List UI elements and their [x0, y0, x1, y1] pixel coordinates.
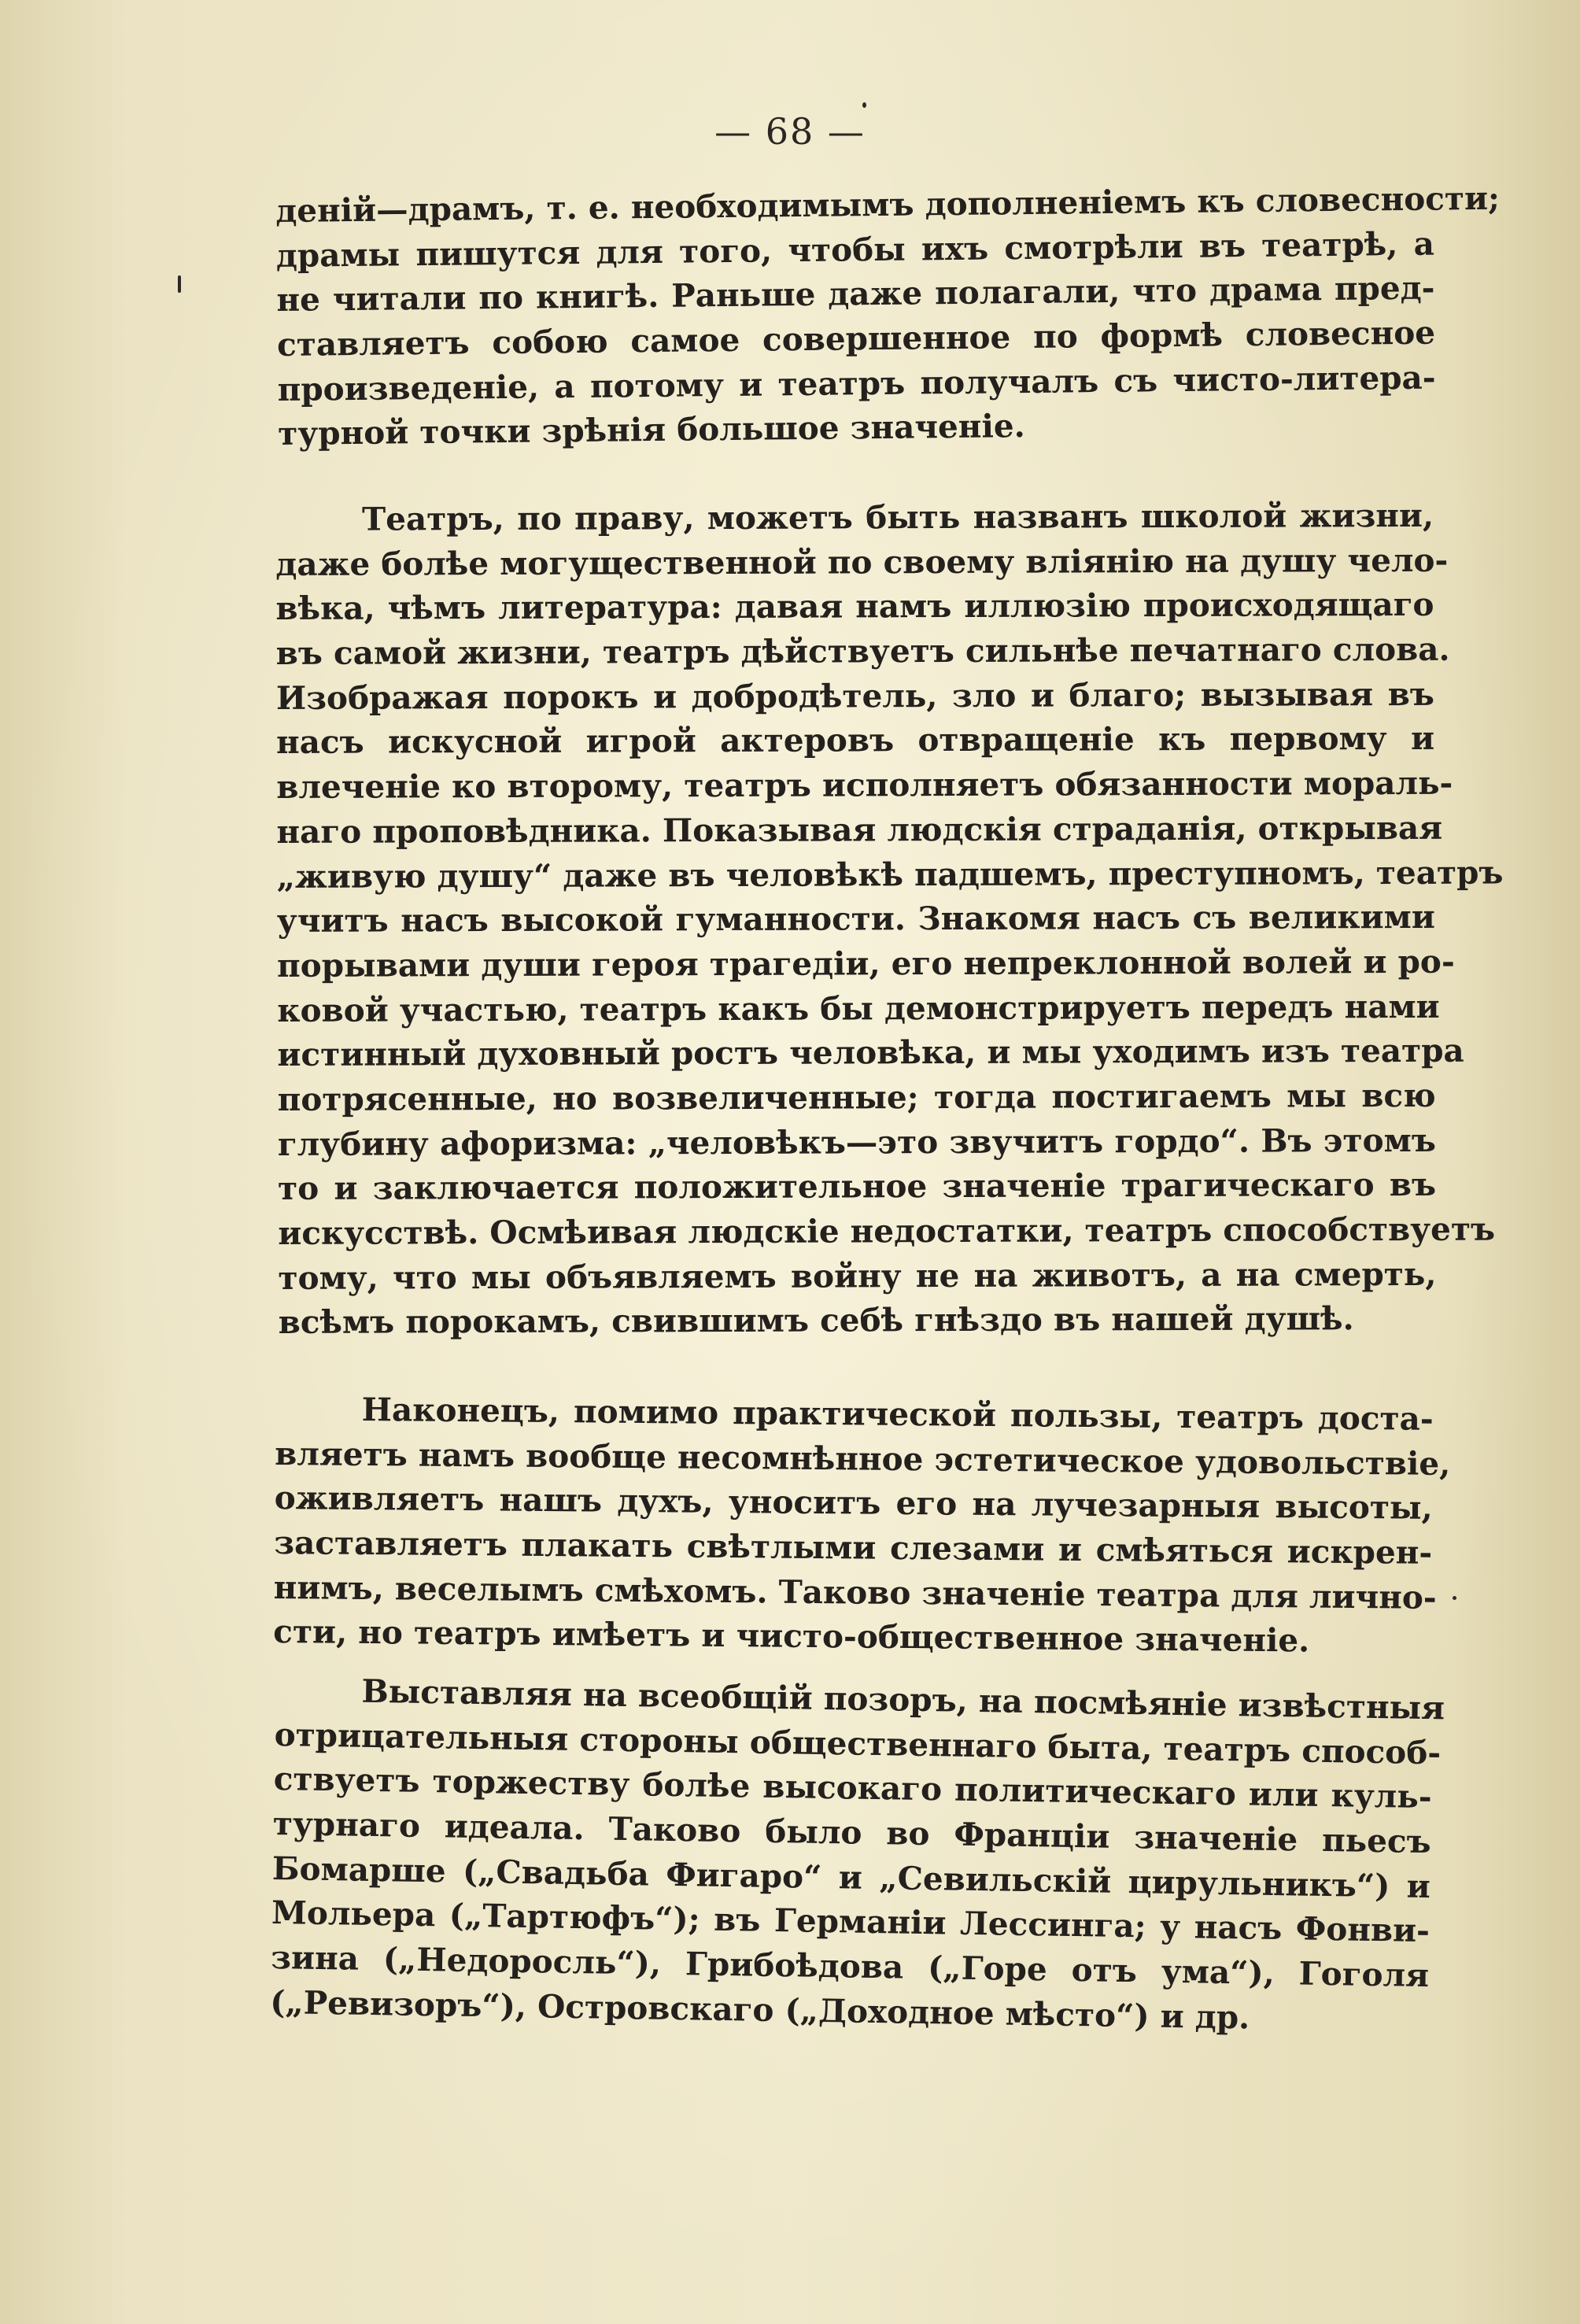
text-line: произведеніе, а потому и театръ получалъ съ чисто-литера-: [277, 358, 1436, 408]
paper-speck: [178, 275, 181, 293]
text-line: нимъ, веселымъ смѣхомъ. Таково значеніе театра для лично-: [273, 1568, 1437, 1616]
text-line: Выставляя на всеобщій позоръ, на посмѣяніе извѣстныя: [361, 1672, 1445, 1727]
text-line: не читали по книгѣ. Раньше даже полагали, что драма пред-: [276, 268, 1435, 320]
text-line: Мольера („Тартюфъ“); въ Германіи Лессинга; у насъ Фонви-: [271, 1894, 1430, 1950]
text-line: турнаго идеала. Таково было во Франціи значеніе пьесъ: [272, 1805, 1432, 1861]
text-line: Бомарше („Свадьба Фигаро“ и „Севильскій цирульникъ“) и: [271, 1849, 1431, 1905]
text-line: влеченіе ко второму, театръ исполняетъ обязанности мораль-: [276, 763, 1453, 807]
text-line: порывами души героя трагедіи, его непреклонной волей и ро-: [276, 942, 1455, 985]
text-line: заставляетъ плакать свѣтлыми слезами и смѣяться искрен-: [274, 1524, 1433, 1572]
text-line: вѣка, чѣмъ литература: давая намъ иллюзію происходящаго: [275, 586, 1434, 628]
text-line: въ самой жизни, театръ дѣйствуетъ сильнѣе печатнаго слова.: [275, 630, 1450, 673]
text-line: искусствѣ. Осмѣивая людскіе недостатки, театръ способствуетъ: [278, 1210, 1496, 1252]
text-line: глубину афоризма: „человѣкъ—это звучитъ гордо“. Въ этомъ: [277, 1121, 1436, 1163]
text-line: оживляетъ нашъ духъ, уноситъ его на лучезарныя высоты,: [274, 1479, 1433, 1528]
paragraph-1: [275, 177, 1501, 457]
paragraph-4: [269, 1668, 1445, 2043]
text-line: учитъ насъ высокой гуманности. Знакомя насъ съ великими: [276, 898, 1435, 940]
text-line: деній—драмъ, т. е. необходимымъ дополненіемъ къ словесности;: [275, 179, 1501, 230]
text-line: зина („Недоросль“), Грибоѣдова („Горе отъ ума“), Гоголя: [270, 1938, 1430, 1995]
text-line: „живую душу“ даже въ человѣкѣ падшемъ, преступномъ, театръ: [276, 853, 1504, 896]
text-line: Изображая порокъ и добродѣтель, зло и благо; вызывая въ: [275, 674, 1434, 717]
text-line: Наконецъ, помимо практической пользы, театръ доста-: [361, 1390, 1434, 1438]
text-line: то и заключается положительное значеніе трагическаго въ: [277, 1166, 1437, 1208]
text-line: Театръ, по праву, можетъ быть названъ школой жизни,: [362, 496, 1434, 538]
text-line: насъ искусной игрой актеровъ отвращеніе къ первому и: [276, 719, 1435, 762]
text-line: ствуетъ торжеству болѣе высокаго политическаго или куль-: [273, 1760, 1432, 1816]
text-line: истинный духовный ростъ человѣка, и мы уходимъ изъ театра: [277, 1031, 1464, 1074]
text-line: ставляетъ собою самое совершенное по формѣ словесное: [276, 313, 1436, 364]
text-line: ковой участью, театръ какъ бы демонстрируетъ передъ нами: [277, 987, 1440, 1029]
text-line: даже болѣе могущественной по своему вліянію на душу чело-: [275, 541, 1449, 583]
paragraph-2: [275, 493, 1504, 1345]
text-line: отрицательныя стороны общественнаго быта, театръ способ-: [274, 1715, 1442, 1772]
text-line: тому, что мы объявляемъ войну не на животъ, а на смерть,: [278, 1254, 1437, 1297]
paper-speck: [862, 102, 866, 108]
paper-speck: [1453, 1596, 1456, 1600]
page-number: — 68 —: [714, 110, 866, 153]
text-line: наго проповѣдника. Показывая людскія страданія, открывая: [276, 808, 1443, 851]
text-line: („Ревизоръ“), Островскаго („Доходное мѣсто“) и др.: [269, 1982, 1250, 2037]
text-line: турной точки зрѣнія большое значеніе.: [278, 407, 1025, 453]
text-line: драмы пишутся для того, чтобы ихъ смотрѣли въ театрѣ, а: [275, 224, 1435, 275]
text-line: потрясенные, но возвеличенные; тогда постигаемъ мы всю: [277, 1076, 1436, 1118]
text-line: всѣмъ порокамъ, свившимъ себѣ гнѣздо въ нашей душѣ.: [278, 1299, 1354, 1342]
text-line: вляетъ намъ вообще несомнѣнное эстетическое удовольствіе,: [275, 1434, 1451, 1483]
text-line: сти, но театръ имѣетъ и чисто-общественное значеніе.: [273, 1613, 1310, 1660]
paragraph-3: [273, 1387, 1451, 1664]
